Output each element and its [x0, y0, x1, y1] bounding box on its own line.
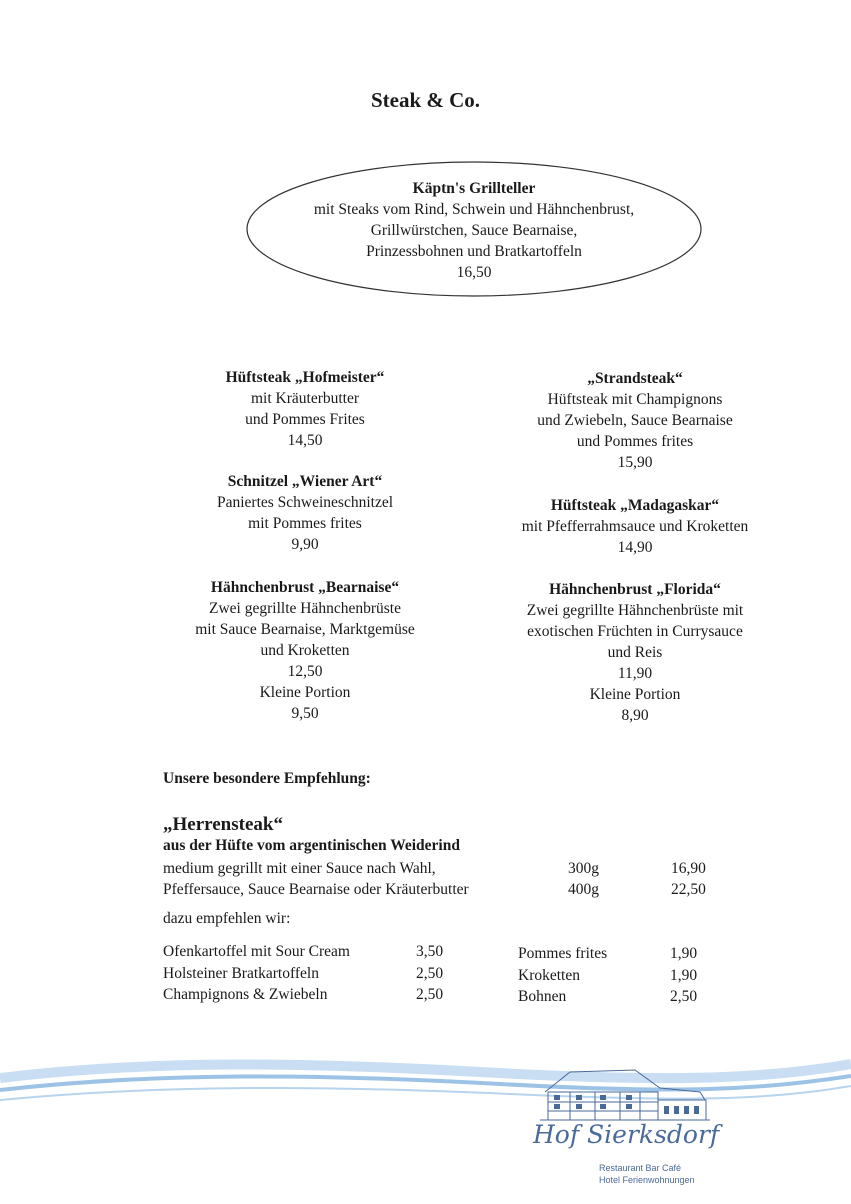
dish-name: Schnitzel „Wiener Art“: [227, 473, 383, 490]
dish-line: Kleine Portion: [589, 686, 681, 703]
herrensteak-desc: medium gegrillt mit einer Sauce nach Wahl,: [163, 860, 436, 877]
dish-line: exotischen Früchten in Currysauce: [527, 623, 743, 640]
side-price: 1,90: [670, 967, 698, 984]
dish-price: 14,50: [287, 432, 323, 449]
side-name: Bohnen: [518, 988, 567, 1005]
dish-price: 9,50: [291, 705, 319, 722]
side-price: 3,50: [416, 943, 444, 960]
side-price: 2,50: [416, 986, 444, 1003]
dish-hofmeister: [150, 367, 460, 451]
dish-name: „Strandsteak“: [587, 370, 683, 387]
dish-madagaskar: [480, 495, 790, 558]
grill-name: Käptn's Grillteller: [412, 180, 536, 197]
dish-line: mit Kräuterbutter: [250, 390, 360, 407]
dish-price: 12,50: [287, 663, 323, 680]
side-name: Holsteiner Bratkartoffeln: [163, 965, 319, 982]
dish-price: 11,90: [617, 665, 653, 682]
grill-line: Prinzessbohnen und Bratkartoffeln: [366, 243, 582, 260]
dish-strandsteak: [480, 368, 790, 473]
dish-line: und Zwiebeln, Sauce Bearnaise: [537, 412, 733, 429]
dish-line: und Pommes Frites: [245, 411, 365, 428]
footer-tagline: Hotel Ferienwohnungen: [599, 1175, 695, 1185]
footer-tagline: Restaurant Bar Café: [599, 1163, 682, 1173]
dish-line: Zwei gegrillte Hähnchenbrüste mit: [526, 602, 744, 619]
dish-line: Zwei gegrillte Hähnchenbrüste: [209, 600, 401, 617]
dish-name: Hähnchenbrust „Florida“: [549, 581, 721, 598]
herrensteak-weight: 300g: [568, 860, 599, 877]
herrensteak-price: 16,90: [671, 860, 706, 877]
dish-florida: [480, 579, 790, 726]
dish-wiener: [150, 471, 460, 555]
side-price: 2,50: [416, 965, 444, 982]
dish-name: Hähnchenbrust „Bearnaise“: [210, 579, 400, 596]
herrensteak-price: 22,50: [671, 881, 706, 898]
dish-line: und Pommes frites: [576, 433, 694, 450]
dish-line: mit Sauce Bearnaise, Marktgemüse: [195, 621, 415, 638]
dish-price: 9,90: [291, 536, 319, 553]
footer-wave: [0, 1050, 851, 1130]
dish-line: mit Pommes frites: [248, 515, 362, 532]
dish-line: Kleine Portion: [259, 684, 351, 701]
grill-line: Grillwürstchen, Sauce Bearnaise,: [370, 222, 578, 239]
grill-plate: [245, 178, 703, 283]
side-name: Champignons & Zwiebeln: [163, 986, 328, 1003]
dish-price: 8,90: [621, 707, 649, 724]
brand-logo-text: Hof Sierksdorf: [533, 1120, 720, 1149]
recommendation-heading: Unsere besondere Empfehlung:: [163, 770, 371, 787]
side-price: 2,50: [670, 988, 698, 1005]
side-name: Kroketten: [518, 967, 580, 984]
herrensteak-title: „Herrensteak“: [163, 814, 283, 835]
herrensteak-desc: Pfeffersauce, Sauce Bearnaise oder Kräuterbutter: [163, 881, 469, 898]
dish-line: und Reis: [607, 644, 663, 661]
herrensteak-weight: 400g: [568, 881, 599, 898]
page-title: Steak & Co.: [370, 88, 481, 112]
dish-price: 14,90: [617, 539, 653, 556]
grill-price: 16,50: [456, 264, 492, 281]
dish-price: 15,90: [617, 454, 653, 471]
sides-heading: dazu empfehlen wir:: [163, 910, 291, 927]
side-price: 1,90: [670, 945, 698, 962]
herrensteak-subtitle: aus der Hüfte vom argentinischen Weiderind: [163, 837, 460, 854]
dish-name: Hüftsteak „Madagaskar“: [550, 497, 720, 514]
dish-name: Hüftsteak „Hofmeister“: [225, 369, 385, 386]
dish-line: und Kroketten: [260, 642, 350, 659]
side-name: Pommes frites: [518, 945, 608, 962]
dish-line: Paniertes Schweineschnitzel: [216, 494, 394, 511]
dish-bearnaise: [150, 577, 460, 724]
dish-line: mit Pfefferrahmsauce und Kroketten: [521, 518, 749, 535]
dish-line: Hüftsteak mit Champignons: [547, 391, 723, 408]
side-name: Ofenkartoffel mit Sour Cream: [163, 943, 350, 960]
hotel-illustration: [540, 1062, 710, 1124]
grill-line: mit Steaks vom Rind, Schwein und Hähnchenbrust,: [313, 201, 635, 218]
